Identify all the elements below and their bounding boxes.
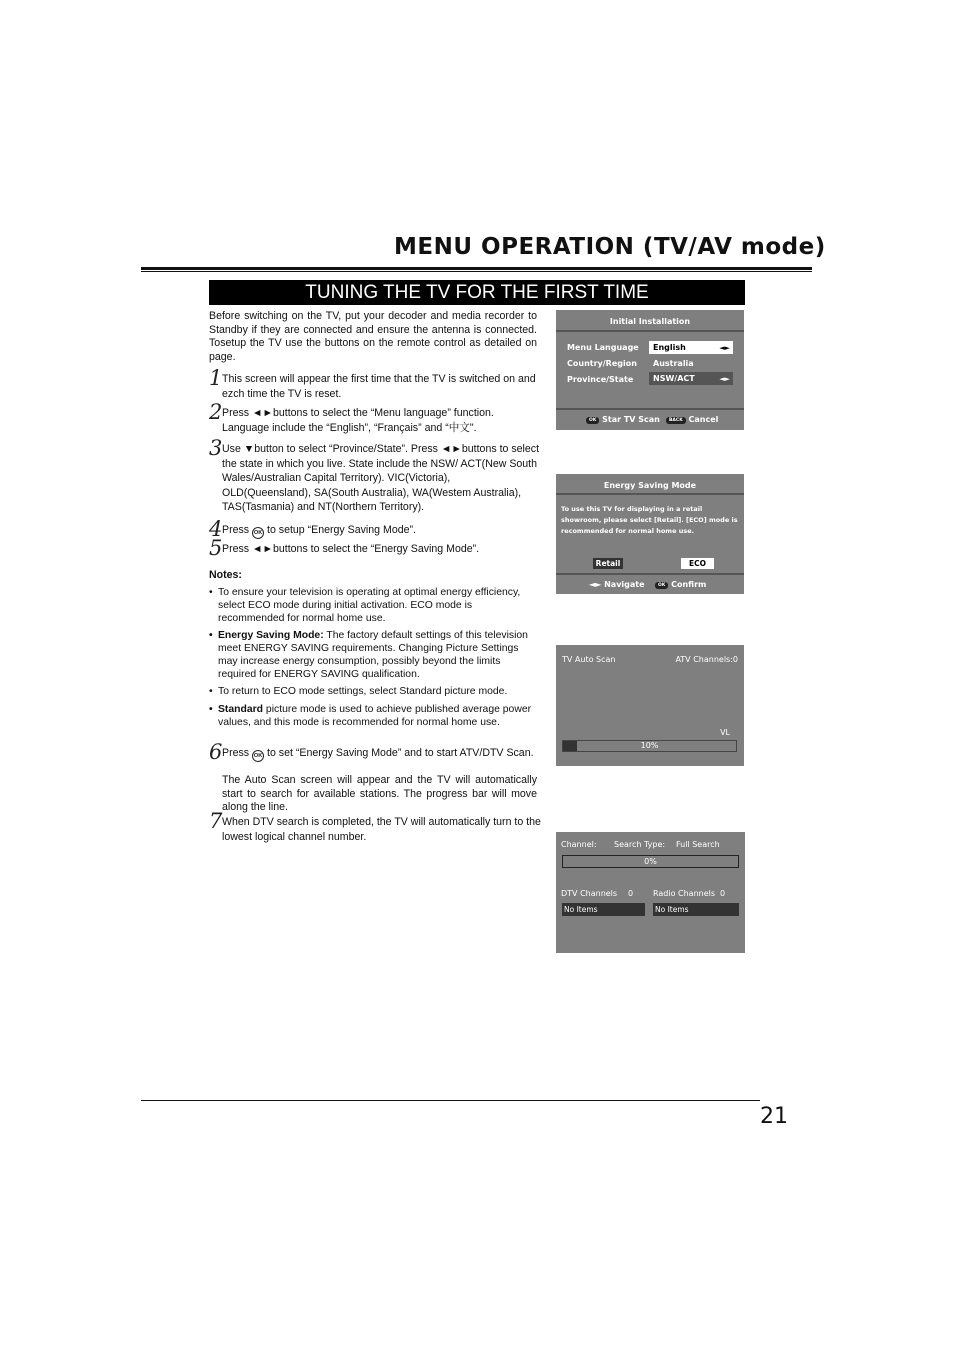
step-text-pre: Press bbox=[222, 747, 250, 759]
note-rest: picture mode is used to achieve published average power values, and this mode is recommended for normal home use. bbox=[218, 704, 532, 728]
dtv-progress-text: 0% bbox=[644, 857, 657, 866]
note-item bbox=[209, 703, 541, 729]
start-scan-label: Star TV Scan bbox=[602, 415, 660, 424]
search-type-label: Search Type: bbox=[614, 840, 666, 849]
step-number: 7 bbox=[209, 809, 223, 833]
menu-language-selector[interactable] bbox=[649, 341, 733, 354]
step-number: 2 bbox=[209, 400, 223, 424]
scan-progress-text: 10% bbox=[640, 741, 659, 750]
ok-button-icon: OK bbox=[252, 527, 264, 539]
step-6 bbox=[209, 740, 541, 764]
divider bbox=[556, 493, 744, 495]
step-text-post: to set “Energy Saving Mode” and to start ATV/DTV Scan. bbox=[267, 747, 534, 759]
left-right-arrows-icon: ◄► bbox=[589, 580, 602, 589]
confirm-hint[interactable] bbox=[655, 580, 706, 589]
notes-heading: Notes: bbox=[209, 569, 242, 581]
ok-key-icon: OK bbox=[655, 582, 668, 589]
note-text bbox=[218, 703, 541, 729]
note-item bbox=[209, 629, 541, 681]
left-right-arrows-icon: ◄► bbox=[719, 375, 730, 383]
note-bold: Energy Saving Mode: bbox=[218, 630, 324, 641]
band-label: VL bbox=[720, 728, 730, 737]
note-item bbox=[209, 685, 541, 698]
dtv-scan-screen bbox=[556, 832, 745, 953]
step-text bbox=[222, 746, 541, 762]
navigate-hint bbox=[589, 580, 645, 589]
ok-button-icon: OK bbox=[252, 750, 264, 762]
dtv-channel-list[interactable]: No Items bbox=[562, 903, 645, 916]
divider bbox=[556, 330, 744, 332]
energy-message: To use this TV for displaying in a retail showroom, please select [Retail]. [ECO] mode is recommended for normal home use. bbox=[561, 505, 738, 535]
radio-channels-label: Radio Channels bbox=[653, 889, 716, 898]
footer-rule bbox=[141, 1100, 760, 1101]
left-right-arrows-icon: ◄► bbox=[719, 344, 730, 352]
step-number: 4 bbox=[209, 517, 223, 541]
menu-language-value: English bbox=[653, 343, 686, 352]
step-text: When DTV search is completed, the TV will automatically turn to the lowest logical channel number. bbox=[222, 816, 541, 843]
bullet: • bbox=[209, 630, 213, 641]
bullet: • bbox=[209, 587, 213, 598]
cancel-hint[interactable] bbox=[666, 415, 718, 424]
step-text-post: to setup “Energy Saving Mode”. bbox=[267, 524, 416, 536]
step-text bbox=[222, 523, 541, 539]
step-text: This screen will appear the first time that the TV is switched on and ezch time the TV is reset. bbox=[222, 373, 536, 400]
province-state-label: Province/State bbox=[567, 375, 634, 384]
step-3 bbox=[209, 436, 541, 515]
dtv-channels-label: DTV Channels bbox=[561, 889, 618, 898]
note-text bbox=[218, 629, 541, 681]
note-rest: The factory default settings of this television meet ENERGY SAVING requirements. Changing Picture Settings may increase energy consumption, possibly beyond the limits required for ENERGY SAVING qualification. bbox=[218, 630, 528, 680]
search-type-value: Full Search bbox=[676, 840, 720, 849]
radio-channel-list[interactable]: No Items bbox=[653, 903, 739, 916]
note-text: To return to ECO mode settings, select Standard picture mode. bbox=[218, 686, 508, 697]
bullet: • bbox=[209, 704, 213, 715]
step-text: Press ◄►buttons to select the “Menu language” function. Language include the “English”, “Français” and “中文". bbox=[222, 407, 494, 434]
atv-channels-count: ATV Channels:0 bbox=[675, 655, 738, 664]
dtv-channels-count: 0 bbox=[628, 889, 634, 898]
bullet: • bbox=[209, 686, 213, 697]
step-text-pre: Press bbox=[222, 524, 250, 536]
auto-scan-title: TV Auto Scan bbox=[562, 655, 616, 664]
note-item bbox=[209, 586, 541, 625]
step-text: Press ◄►buttons to select the “Energy Saving Mode”. bbox=[222, 543, 480, 555]
eco-option[interactable]: ECO bbox=[681, 558, 714, 569]
section-banner: TUNING THE TV FOR THE FIRST TIME bbox=[209, 280, 745, 305]
page-number: 21 bbox=[760, 1104, 788, 1129]
menu-language-label: Menu Language bbox=[567, 343, 639, 352]
divider bbox=[556, 408, 744, 410]
confirm-label: Confirm bbox=[671, 580, 707, 589]
note-text: To ensure your television is operating at optimal energy efficiency, select ECO mode during initial activation. ECO mode is recommended for normal home use. bbox=[218, 587, 521, 624]
screen-title: Initial Installation bbox=[609, 317, 691, 326]
step-4 bbox=[209, 517, 541, 541]
header-rule-thick bbox=[141, 267, 812, 270]
country-region-value[interactable]: Australia bbox=[653, 359, 694, 368]
country-region-label: Country/Region bbox=[567, 359, 637, 368]
province-state-value: NSW/ACT bbox=[653, 374, 695, 383]
step-number: 5 bbox=[209, 536, 223, 560]
ok-key-icon: OK bbox=[586, 417, 599, 424]
cancel-label: Cancel bbox=[688, 415, 719, 424]
step-number: 6 bbox=[209, 740, 223, 764]
initial-installation-screen bbox=[556, 310, 744, 430]
dtv-progress-bar bbox=[562, 855, 739, 868]
step-1 bbox=[209, 366, 541, 401]
step-5 bbox=[209, 536, 541, 560]
intro-paragraph: Before switching on the TV, put your decoder and media recorder to Standby if they are connected and ensure the antenna is connected. Tosetup the TV use the buttons on the remote control as detailed on page. bbox=[209, 310, 537, 363]
divider bbox=[556, 573, 744, 575]
province-state-selector[interactable] bbox=[649, 372, 733, 385]
scan-progress-bar bbox=[562, 740, 737, 752]
step-text: Use ▼button to select “Province/State”. Press ◄►buttons to select the state in which you live. State include the NSW/ ACT(New South Wales/Australian Capital Territory). VIC(Victoria), OLD(Queensland), SA(South Australia), WA(Westem Australia), TAS(Tasmania) and NT(Northern Territory). bbox=[222, 443, 540, 514]
back-key-icon: BACK bbox=[666, 417, 686, 424]
auto-scan-paragraph: The Auto Scan screen will appear and the TV will automatically start to search for available stations. The progress bar will move along the line. bbox=[222, 774, 537, 813]
screen-title: Energy Saving Mode bbox=[603, 481, 697, 490]
navigate-label: Navigate bbox=[604, 580, 645, 589]
radio-channels-count: 0 bbox=[720, 889, 726, 898]
page-title: MENU OPERATION (TV/AV mode) bbox=[394, 234, 826, 260]
step-number: 3 bbox=[209, 436, 223, 460]
header-rule-thin bbox=[141, 271, 812, 272]
energy-saving-mode-screen bbox=[556, 474, 744, 594]
note-bold: Standard bbox=[218, 704, 264, 715]
tv-auto-scan-screen bbox=[556, 645, 744, 766]
step-number: 1 bbox=[209, 366, 223, 390]
start-scan-hint[interactable] bbox=[586, 415, 660, 424]
retail-option[interactable]: Retail bbox=[593, 558, 623, 569]
channel-label: Channel: bbox=[561, 840, 597, 849]
step-7 bbox=[209, 809, 541, 844]
step-2 bbox=[209, 400, 541, 435]
